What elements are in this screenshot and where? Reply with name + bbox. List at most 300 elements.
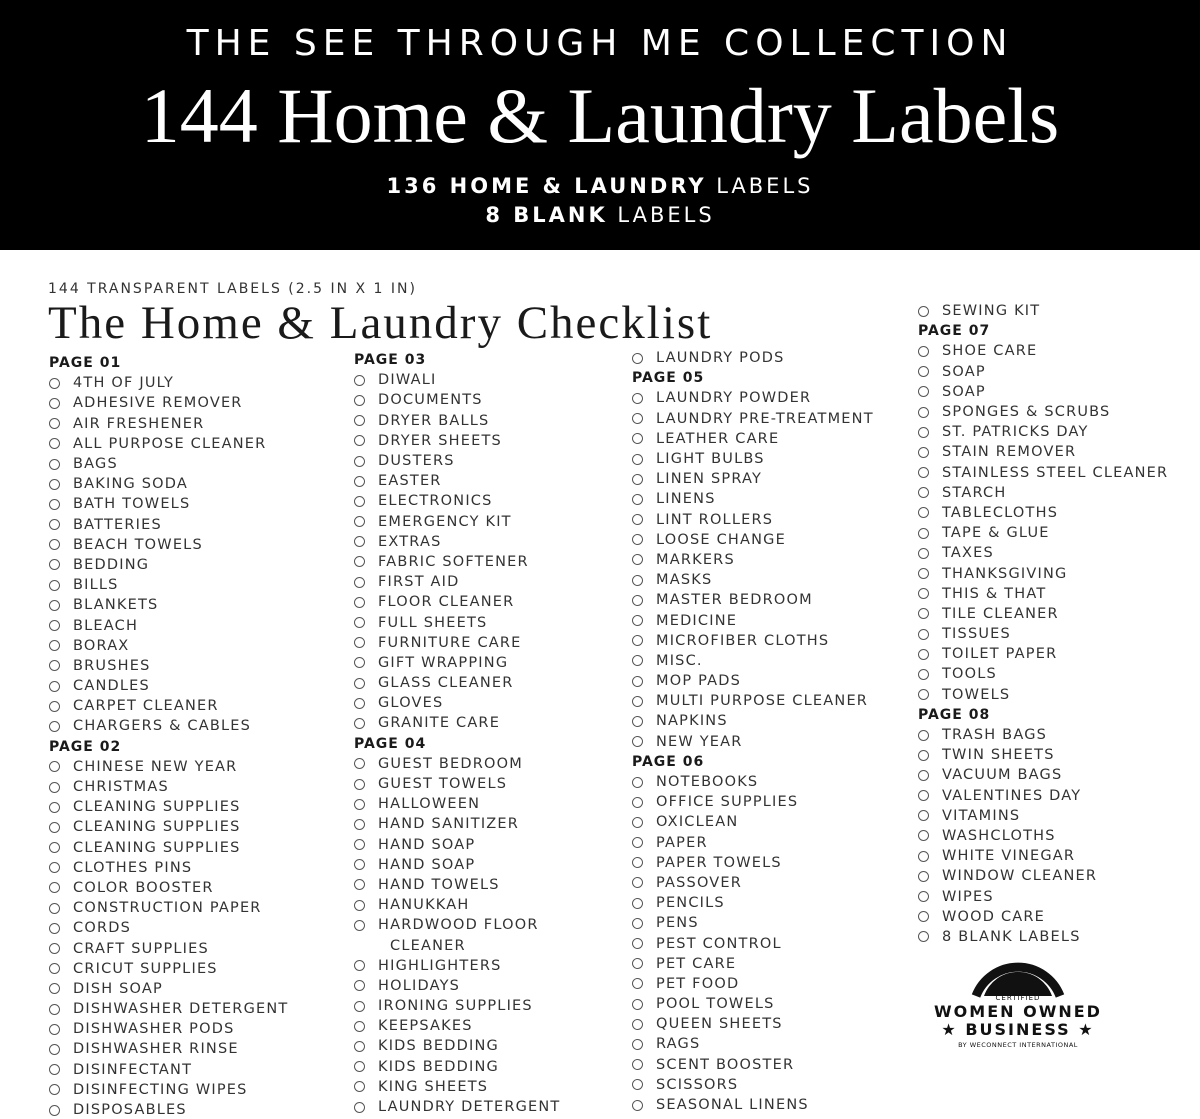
page-heading-label: PAGE 04 — [354, 735, 427, 752]
checklist-item-label: BRUSHES — [73, 657, 151, 674]
page-heading-label: PAGE 01 — [49, 355, 122, 372]
checklist-item-label: LINENS — [656, 491, 716, 508]
checkbox-circle-icon — [354, 1061, 365, 1072]
checklist-item-label: KIDS BEDDING — [378, 1058, 499, 1075]
checkbox-circle-icon — [49, 822, 60, 833]
checklist-item-label: HAND TOWELS — [378, 876, 500, 893]
checklist-item-label: KEEPSAKES — [378, 1018, 473, 1035]
checklist-item-label: 8 BLANK LABELS — [942, 928, 1081, 945]
checkbox-circle-icon — [632, 877, 643, 888]
label-count-line-1 — [0, 172, 1200, 200]
checklist-item — [354, 491, 624, 511]
checklist-item-label: FURNITURE CARE — [378, 634, 522, 651]
checklist-item — [49, 898, 339, 918]
page-heading-label: PAGE 03 — [354, 352, 427, 369]
checklist-item — [49, 494, 339, 514]
checklist-item-label: SPONGES & SCRUBS — [942, 404, 1111, 421]
checklist-item-label: RAGS — [656, 1036, 701, 1053]
checklist-item — [49, 515, 339, 535]
checklist-item-label: MARKERS — [656, 551, 735, 568]
checklist-item-label: DISHWASHER RINSE — [73, 1041, 239, 1058]
checklist-item — [918, 402, 1193, 422]
checklist-item — [49, 474, 339, 494]
checklist-heading: The Home & Laundry Checklist — [48, 297, 713, 349]
checkbox-circle-icon — [354, 435, 365, 446]
checklist-item — [632, 651, 912, 671]
checkbox-circle-icon — [918, 931, 929, 942]
checklist-item — [49, 434, 339, 454]
checklist-item-label: NEW YEAR — [656, 733, 743, 750]
checklist-item-label: GLOVES — [378, 695, 444, 712]
checklist-item-label: DISINFECTANT — [73, 1061, 193, 1078]
checklist-item — [49, 1060, 339, 1080]
checkbox-circle-icon — [49, 963, 60, 974]
checklist-item — [918, 463, 1193, 483]
checklist-item-continuation — [354, 935, 624, 955]
checklist-item-label: HARDWOOD FLOOR — [378, 917, 539, 934]
checkbox-circle-icon — [918, 669, 929, 680]
checklist-item-label: DUSTERS — [378, 453, 455, 470]
checklist-item — [354, 512, 624, 532]
checklist-item — [632, 530, 912, 550]
checkbox-circle-icon — [632, 938, 643, 949]
checklist-item-label: WIPES — [942, 888, 994, 905]
checklist-item — [354, 612, 624, 632]
checkbox-circle-icon — [632, 978, 643, 989]
checklist-item — [632, 570, 912, 590]
checkbox-circle-icon — [918, 568, 929, 579]
checklist-item-label: SHOE CARE — [942, 343, 1038, 360]
checklist-item — [354, 390, 624, 410]
label-count-rest: LABELS — [706, 174, 814, 198]
checklist-item-label: CLEANING SUPPLIES — [73, 839, 241, 856]
checkbox-circle-icon — [632, 817, 643, 828]
checklist-item-label: EMERGENCY KIT — [378, 513, 512, 530]
checkbox-circle-icon — [354, 456, 365, 467]
checklist-item — [49, 373, 339, 393]
checklist-item-label: MULTI PURPOSE CLEANER — [656, 693, 869, 710]
checklist-item-label: BEDDING — [73, 556, 150, 573]
checklist-item — [354, 915, 624, 935]
label-count-bold: 136 HOME & LAUNDRY — [386, 174, 707, 198]
checkbox-circle-icon — [632, 777, 643, 788]
checklist-item — [632, 409, 912, 429]
checklist-item-label: HAND SOAP — [378, 856, 476, 873]
checkbox-circle-icon — [49, 499, 60, 510]
checklist-item-label: ST. PATRICKS DAY — [942, 424, 1089, 441]
checklist-item — [918, 644, 1193, 664]
checklist-item — [918, 806, 1193, 826]
checklist-item-label: LOOSE CHANGE — [656, 531, 786, 548]
checklist-item-label: EXTRAS — [378, 533, 442, 550]
checklist-item — [632, 833, 912, 853]
checklist-item — [632, 671, 912, 691]
checklist-item — [918, 442, 1193, 462]
checklist-item — [354, 673, 624, 693]
checkbox-circle-icon — [918, 911, 929, 922]
checkbox-circle-icon — [354, 718, 365, 729]
checklist-item — [918, 765, 1193, 785]
checklist-item — [354, 713, 624, 733]
checkbox-circle-icon — [632, 1019, 643, 1030]
checklist-item — [49, 797, 339, 817]
label-count-line-2 — [0, 201, 1200, 229]
checklist-item-label: SCISSORS — [656, 1076, 739, 1093]
checklist-item-label: DISH SOAP — [73, 980, 163, 997]
checklist-item — [49, 1080, 339, 1100]
checklist-item — [49, 817, 339, 837]
checklist-item — [632, 1055, 912, 1075]
checklist-item-label: BATH TOWELS — [73, 496, 191, 513]
checklist-item — [354, 451, 624, 471]
checklist-item — [632, 1095, 912, 1115]
checklist-item — [354, 794, 624, 814]
checkbox-circle-icon — [354, 637, 365, 648]
checklist-item — [918, 604, 1193, 624]
page-heading — [49, 737, 339, 757]
checklist-item-label: SEASONAL LINENS — [656, 1097, 809, 1114]
checkbox-circle-icon — [918, 467, 929, 478]
checklist-item — [918, 624, 1193, 644]
checklist-item — [49, 777, 339, 797]
product-title: 144 Home & Laundry Labels — [140, 72, 1060, 159]
checklist-item — [632, 429, 912, 449]
checkbox-circle-icon — [632, 1079, 643, 1090]
checklist-item-label: PASSOVER — [656, 874, 743, 891]
page-heading — [49, 353, 339, 373]
checkbox-circle-icon — [354, 678, 365, 689]
checklist-item — [354, 532, 624, 552]
badge-byline: BY WECONNECT INTERNATIONAL — [958, 1041, 1078, 1049]
checklist-item — [632, 812, 912, 832]
checklist-item-label: KIDS BEDDING — [378, 1038, 499, 1055]
checklist-item — [354, 633, 624, 653]
checklist-item — [632, 792, 912, 812]
checkbox-circle-icon — [632, 635, 643, 646]
checklist-item-label: TAXES — [942, 545, 994, 562]
checkbox-circle-icon — [918, 851, 929, 862]
checklist-item-label: DRYER BALLS — [378, 412, 490, 429]
checkbox-circle-icon — [354, 980, 365, 991]
checkbox-circle-icon — [632, 655, 643, 666]
checklist-item-label: SOAP — [942, 383, 986, 400]
checkbox-circle-icon — [354, 1081, 365, 1092]
checklist-item — [632, 449, 912, 469]
checklist-item — [49, 1019, 339, 1039]
checklist-item — [49, 696, 339, 716]
checklist-item — [354, 1097, 624, 1117]
checklist-item — [632, 610, 912, 630]
checkbox-circle-icon — [632, 595, 643, 606]
checkbox-circle-icon — [49, 903, 60, 914]
checkbox-circle-icon — [632, 433, 643, 444]
checkbox-circle-icon — [49, 479, 60, 490]
checklist-item-label: OFFICE SUPPLIES — [656, 794, 799, 811]
page-heading — [354, 350, 624, 370]
checklist-item-label: OXICLEAN — [656, 814, 739, 831]
page-heading — [354, 734, 624, 754]
checklist-item — [918, 422, 1193, 442]
checklist-item-label: CRAFT SUPPLIES — [73, 940, 209, 957]
checklist-item — [49, 454, 339, 474]
checkbox-circle-icon — [918, 306, 929, 317]
checklist-item-label: PAPER TOWELS — [656, 854, 782, 871]
checklist-item-label: STAINLESS STEEL CLEANER — [942, 464, 1169, 481]
checklist-item-label: HOLIDAYS — [378, 977, 461, 994]
checklist-item-label: TOILET PAPER — [942, 646, 1058, 663]
page-heading — [918, 705, 1193, 725]
checklist-item-label: MICROFIBER CLOTHS — [656, 632, 830, 649]
checklist-item — [918, 846, 1193, 866]
checklist-item — [632, 772, 912, 792]
checklist-item-label: MASKS — [656, 572, 713, 589]
checkbox-circle-icon — [632, 999, 643, 1010]
checklist-item-label: GLASS CLEANER — [378, 675, 514, 692]
checkbox-circle-icon — [632, 797, 643, 808]
blank-count-rest: LABELS — [607, 203, 715, 227]
checklist-item — [354, 693, 624, 713]
checkbox-circle-icon — [632, 534, 643, 545]
checklist-item — [354, 411, 624, 431]
checklist-item-label: ADHESIVE REMOVER — [73, 395, 243, 412]
checklist-item — [918, 382, 1193, 402]
checkbox-circle-icon — [49, 378, 60, 389]
checklist-item — [354, 471, 624, 491]
checkbox-circle-icon — [632, 454, 643, 465]
checkbox-circle-icon — [632, 918, 643, 929]
checkbox-circle-icon — [918, 346, 929, 357]
checklist-item-label: HIGHLIGHTERS — [378, 957, 502, 974]
checklist-item-label: COLOR BOOSTER — [73, 879, 214, 896]
checklist-item-label: CLEANER — [390, 937, 466, 954]
checklist-item — [632, 954, 912, 974]
checklist-item-label: ALL PURPOSE CLEANER — [73, 435, 267, 452]
checkbox-circle-icon — [354, 657, 365, 668]
checklist-item — [49, 716, 339, 736]
checklist-item-label: CHRISTMAS — [73, 779, 169, 796]
checklist-item-label: HALLOWEEN — [378, 796, 481, 813]
checkbox-circle-icon — [354, 577, 365, 588]
checklist-item-label: ELECTRONICS — [378, 493, 493, 510]
checkbox-circle-icon — [354, 900, 365, 911]
checklist-item — [632, 933, 912, 953]
checklist-item — [49, 999, 339, 1019]
checklist-item-label: MEDICINE — [656, 612, 738, 629]
checklist-item-label: TOWELS — [942, 686, 1011, 703]
page-heading-label: PAGE 07 — [918, 323, 991, 340]
checklist-item-label: VITAMINS — [942, 807, 1021, 824]
checklist-item-label: PAPER — [656, 834, 708, 851]
checklist-item-label: POOL TOWELS — [656, 996, 775, 1013]
checkbox-circle-icon — [49, 459, 60, 470]
checklist-item-label: DRYER SHEETS — [378, 432, 502, 449]
checklist-item — [632, 510, 912, 530]
checklist-item-label: IRONING SUPPLIES — [378, 998, 533, 1015]
checklist-item-label: VACUUM BAGS — [942, 767, 1063, 784]
checkbox-circle-icon — [354, 556, 365, 567]
checklist-item-label: WINDOW CLEANER — [942, 868, 1098, 885]
checklist-item — [49, 535, 339, 555]
checklist-item-label: DISPOSABLES — [73, 1102, 187, 1119]
checklist-item-label: BILLS — [73, 577, 119, 594]
checklist-item-label: CONSTRUCTION PAPER — [73, 900, 262, 917]
checkbox-circle-icon — [918, 427, 929, 438]
checklist-item-label: BEACH TOWELS — [73, 536, 203, 553]
checklist-column-4 — [918, 301, 1193, 947]
checkbox-circle-icon — [918, 891, 929, 902]
collection-name: THE SEE THROUGH ME COLLECTION — [186, 23, 1014, 64]
checklist-item-label: KING SHEETS — [378, 1078, 489, 1095]
checkbox-circle-icon — [49, 882, 60, 893]
checkbox-circle-icon — [918, 487, 929, 498]
checkbox-circle-icon — [49, 802, 60, 813]
checklist-item-label: FIRST AID — [378, 574, 460, 591]
checkbox-circle-icon — [49, 1024, 60, 1035]
checklist-item — [632, 732, 912, 752]
checkbox-circle-icon — [354, 879, 365, 890]
checklist-item — [354, 552, 624, 572]
checklist-item-label: AIR FRESHENER — [73, 415, 205, 432]
header-banner — [0, 0, 1200, 250]
checklist-item — [918, 664, 1193, 684]
checkbox-circle-icon — [354, 859, 365, 870]
checkbox-circle-icon — [49, 701, 60, 712]
page-heading-label: PAGE 08 — [918, 706, 991, 723]
checklist-item-label: MISC. — [656, 652, 703, 669]
checkbox-circle-icon — [49, 782, 60, 793]
checkbox-circle-icon — [918, 790, 929, 801]
checkbox-circle-icon — [354, 597, 365, 608]
checklist-item-label: BAKING SODA — [73, 476, 188, 493]
checklist-item — [354, 431, 624, 451]
checklist-item — [354, 895, 624, 915]
checklist-item — [49, 676, 339, 696]
checkbox-circle-icon — [354, 920, 365, 931]
checklist-item — [632, 974, 912, 994]
checklist-item-label: TWIN SHEETS — [942, 747, 1055, 764]
checklist-item — [632, 711, 912, 731]
checkbox-circle-icon — [632, 474, 643, 485]
checklist-item — [632, 388, 912, 408]
checklist-item-label: FABRIC SOFTENER — [378, 553, 529, 570]
checklist-item-label: TAPE & GLUE — [942, 525, 1050, 542]
checkbox-circle-icon — [49, 1044, 60, 1055]
checkbox-circle-icon — [632, 393, 643, 404]
checklist-item — [632, 489, 912, 509]
checkbox-circle-icon — [918, 810, 929, 821]
checkbox-circle-icon — [918, 366, 929, 377]
checkbox-circle-icon — [632, 857, 643, 868]
checkbox-circle-icon — [49, 1064, 60, 1075]
checkbox-circle-icon — [632, 575, 643, 586]
checkbox-circle-icon — [354, 415, 365, 426]
checkbox-circle-icon — [632, 615, 643, 626]
checkbox-circle-icon — [354, 516, 365, 527]
checklist-item — [354, 835, 624, 855]
checkbox-circle-icon — [354, 476, 365, 487]
checklist-item-label: 4TH OF JULY — [73, 375, 175, 392]
page-heading-label: PAGE 05 — [632, 370, 705, 387]
checklist-item — [354, 875, 624, 895]
checklist-item-label: CHARGERS & CABLES — [73, 718, 252, 735]
page-heading-label: PAGE 06 — [632, 753, 705, 770]
checklist-item-label: STARCH — [942, 484, 1007, 501]
checkbox-circle-icon — [49, 539, 60, 550]
checkbox-circle-icon — [918, 649, 929, 660]
checklist-item — [354, 956, 624, 976]
checklist-item-label: HAND SOAP — [378, 836, 476, 853]
checklist-item-label: PET FOOD — [656, 975, 740, 992]
checkbox-circle-icon — [354, 536, 365, 547]
checklist-item — [49, 979, 339, 999]
checklist-item-label: BAGS — [73, 456, 118, 473]
checklist-item — [49, 656, 339, 676]
checkbox-circle-icon — [918, 548, 929, 559]
checklist-item — [49, 858, 339, 878]
checklist-item — [354, 774, 624, 794]
checklist-item — [354, 855, 624, 875]
checkbox-circle-icon — [49, 600, 60, 611]
checkbox-circle-icon — [49, 438, 60, 449]
page-heading — [918, 321, 1193, 341]
checklist-item-label: MOP PADS — [656, 673, 741, 690]
checklist-item-label: LIGHT BULBS — [656, 451, 765, 468]
checklist-item — [632, 1034, 912, 1054]
checklist-item-label: SEWING KIT — [942, 303, 1041, 320]
checkbox-circle-icon — [632, 1100, 643, 1111]
checkbox-circle-icon — [918, 588, 929, 599]
checklist-item-label: LAUNDRY PRE-TREATMENT — [656, 410, 874, 427]
checkbox-circle-icon — [632, 837, 643, 848]
checkbox-circle-icon — [49, 418, 60, 429]
checklist-item-label: TISSUES — [942, 626, 1011, 643]
checklist-item-label: DOCUMENTS — [378, 392, 483, 409]
checklist-item-label: CLEANING SUPPLIES — [73, 819, 241, 836]
checklist-item — [918, 362, 1193, 382]
checklist-item — [632, 631, 912, 651]
checkbox-circle-icon — [918, 750, 929, 761]
checkbox-circle-icon — [354, 698, 365, 709]
checklist-item — [354, 976, 624, 996]
checklist-item — [918, 523, 1193, 543]
checkbox-circle-icon — [918, 871, 929, 882]
checkbox-circle-icon — [49, 983, 60, 994]
checklist-item — [632, 1075, 912, 1095]
checklist-item-label: SCENT BOOSTER — [656, 1056, 795, 1073]
checklist-item — [632, 853, 912, 873]
badge-line-1: WOMEN OWNED — [934, 1002, 1102, 1021]
blank-count-bold: 8 BLANK — [485, 203, 608, 227]
checkbox-circle-icon — [354, 1021, 365, 1032]
checkbox-circle-icon — [632, 514, 643, 525]
checklist-item — [49, 636, 339, 656]
badge-certified: CERTIFIED — [995, 994, 1041, 1002]
checklist-item-label: GRANITE CARE — [378, 715, 501, 732]
checklist-item — [49, 393, 339, 413]
checkbox-circle-icon — [354, 1102, 365, 1113]
checkbox-circle-icon — [49, 862, 60, 873]
checklist-item — [632, 893, 912, 913]
checklist-item — [632, 469, 912, 489]
checklist-item — [632, 348, 912, 368]
checkbox-circle-icon — [354, 496, 365, 507]
checkbox-circle-icon — [49, 1004, 60, 1015]
checkbox-circle-icon — [49, 761, 60, 772]
checkbox-circle-icon — [49, 681, 60, 692]
checklist-item-label: BORAX — [73, 637, 130, 654]
checklist-item-label: WOOD CARE — [942, 908, 1046, 925]
checklist-column-1 — [49, 353, 339, 1119]
